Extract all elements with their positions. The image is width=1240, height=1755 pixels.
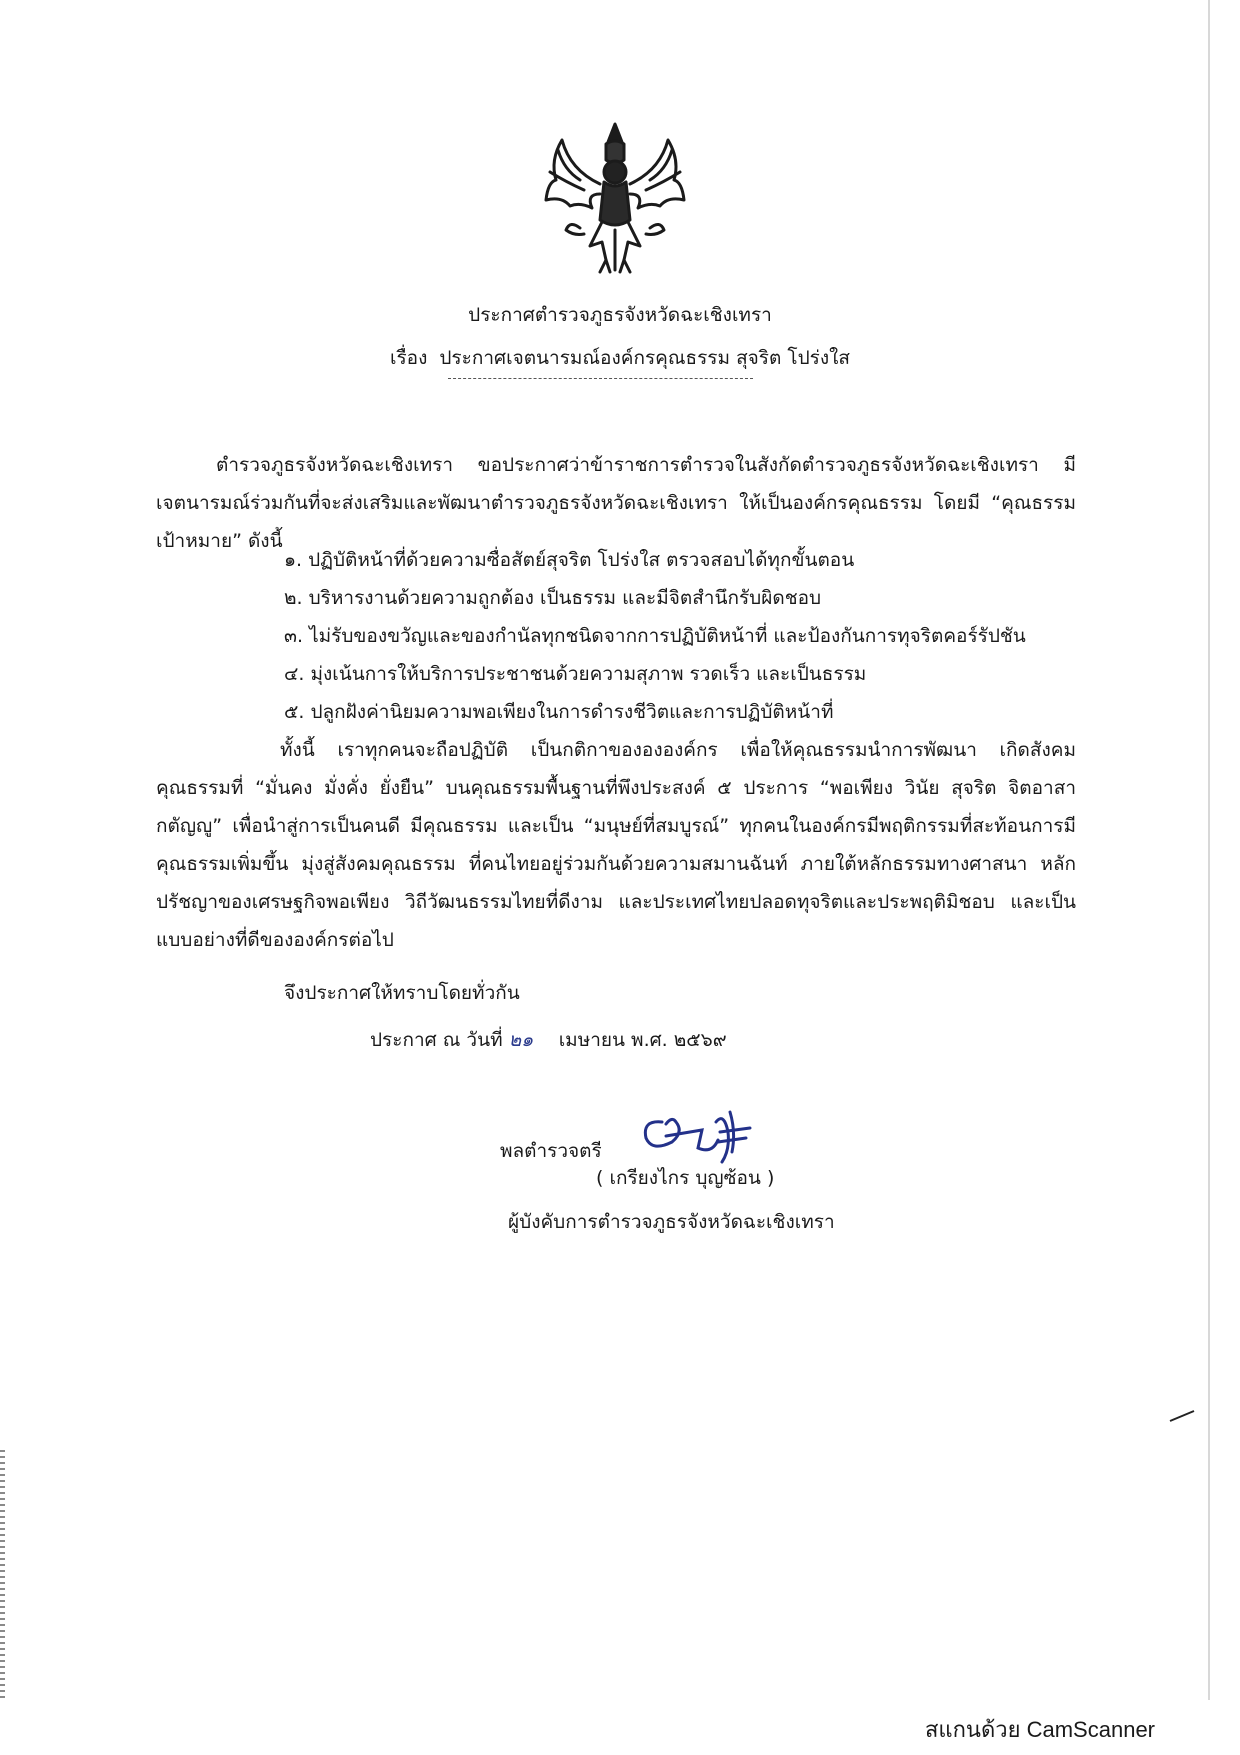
notice-line: จึงประกาศให้ทราบโดยทั่วกัน xyxy=(284,982,520,1004)
goal-item: ๕. ปลูกฝังค่านิยมความพอเพียงในการดำรงชีวิตและการปฏิบัติหน้าที่ xyxy=(284,701,834,723)
date-month-year: เมษายน พ.ศ. ๒๕๖๙ xyxy=(558,1029,727,1051)
date-line xyxy=(370,1025,727,1055)
garuda-emblem-icon xyxy=(540,110,690,280)
subject-prefix: เรื่อง xyxy=(389,347,428,369)
date-day: ๒๑ xyxy=(508,1029,534,1051)
scanner-watermark: สแกนด้วย CamScanner xyxy=(925,1717,1156,1742)
scan-mark xyxy=(1168,1405,1198,1425)
announcement-title: ประกาศตำรวจภูธรจังหวัดฉะเชิงเทรา xyxy=(468,304,772,326)
conclusion-paragraph: ทั้งนี้ เราทุกคนจะถือปฏิบัติ เป็นกติกาของององค์กร เพื่อให้คุณธรรมนำการพัฒนา เกิดสังคมคุณธรรมที่ “มั่นคง มั่งคั่ง ยั่งยืน” บนคุณธรรมพื้นฐานที่พึงประสงค์ ๕ ประการ “พอเพียง วินัย สุจริต จิตอาสา กตัญญู” เพื่อนำสู่การเป็นคนดี มีคุณธรรม และเป็น “มนุษย์ที่สมบูรณ์” ทุกคนในองค์กรมีพฤติกรรมที่สะท้อนการมีคุณธรรมเพิ่มขึ้น มุ่งสู่สังคมคุณธรรม ที่คนไทยอยู่ร่วมกันด้วยความสมานฉันท์ ภายใต้หลักธรรมทางศาสนา หลักปรัชญาของเศรษฐกิจพอเพียง วิถีวัฒนธรรมไทยที่ดีงาม และประเทศไทยปลอดทุจริตและประพฤติมิชอบ และเป็นแบบอย่างที่ดีขององค์กรต่อไป xyxy=(156,739,1076,951)
signatory-name: ( เกรียงไกร บุญซ้อน ) xyxy=(596,1167,775,1189)
scan-edge xyxy=(1208,0,1210,1700)
goal-item: ๔. มุ่งเน้นการให้บริการประชาชนด้วยความสุภาพ รวดเร็ว และเป็นธรรม xyxy=(284,663,867,685)
signature xyxy=(632,1092,772,1172)
subject-text: ประกาศเจตนารมณ์องค์กรคุณธรรม สุจริต โปร่งใส xyxy=(439,347,851,369)
scan-edge-marks xyxy=(0,1450,5,1700)
announcement-subject xyxy=(0,343,1240,373)
signatory-rank: พลตำรวจตรี xyxy=(500,1140,602,1162)
goal-item: ๒. บริหารงานด้วยความถูกต้อง เป็นธรรม และมีจิตสำนึกรับผิดชอบ xyxy=(284,587,822,609)
goal-item: ๑. ปฏิบัติหน้าที่ด้วยความซื่อสัตย์สุจริต โปร่งใส ตรวจสอบได้ทุกขั้นตอน xyxy=(284,549,855,571)
signatory-position: ผู้บังคับการตำรวจภูธรจังหวัดฉะเชิงเทรา xyxy=(508,1211,835,1233)
title-separator xyxy=(448,378,753,379)
intro-paragraph: ตำรวจภูธรจังหวัดฉะเชิงเทรา ขอประกาศว่าข้าราชการตำรวจในสังกัดตำรวจภูธรจังหวัดฉะเชิงเทรา มีเจตนารมณ์ร่วมกันที่จะส่งเสริมและพัฒนาตำรวจภูธรจังหวัดฉะเชิงเทรา ให้เป็นองค์กรคุณธรรม โดยมี “คุณธรรมเป้าหมาย” ดังนี้ xyxy=(156,454,1076,552)
goal-item: ๓. ไม่รับของขวัญและของกำนัลทุกชนิดจากการปฏิบัติหน้าที่ และป้องกันการทุจริตคอร์รัปชัน xyxy=(284,625,1026,647)
date-prefix: ประกาศ ณ วันที่ xyxy=(370,1029,503,1051)
